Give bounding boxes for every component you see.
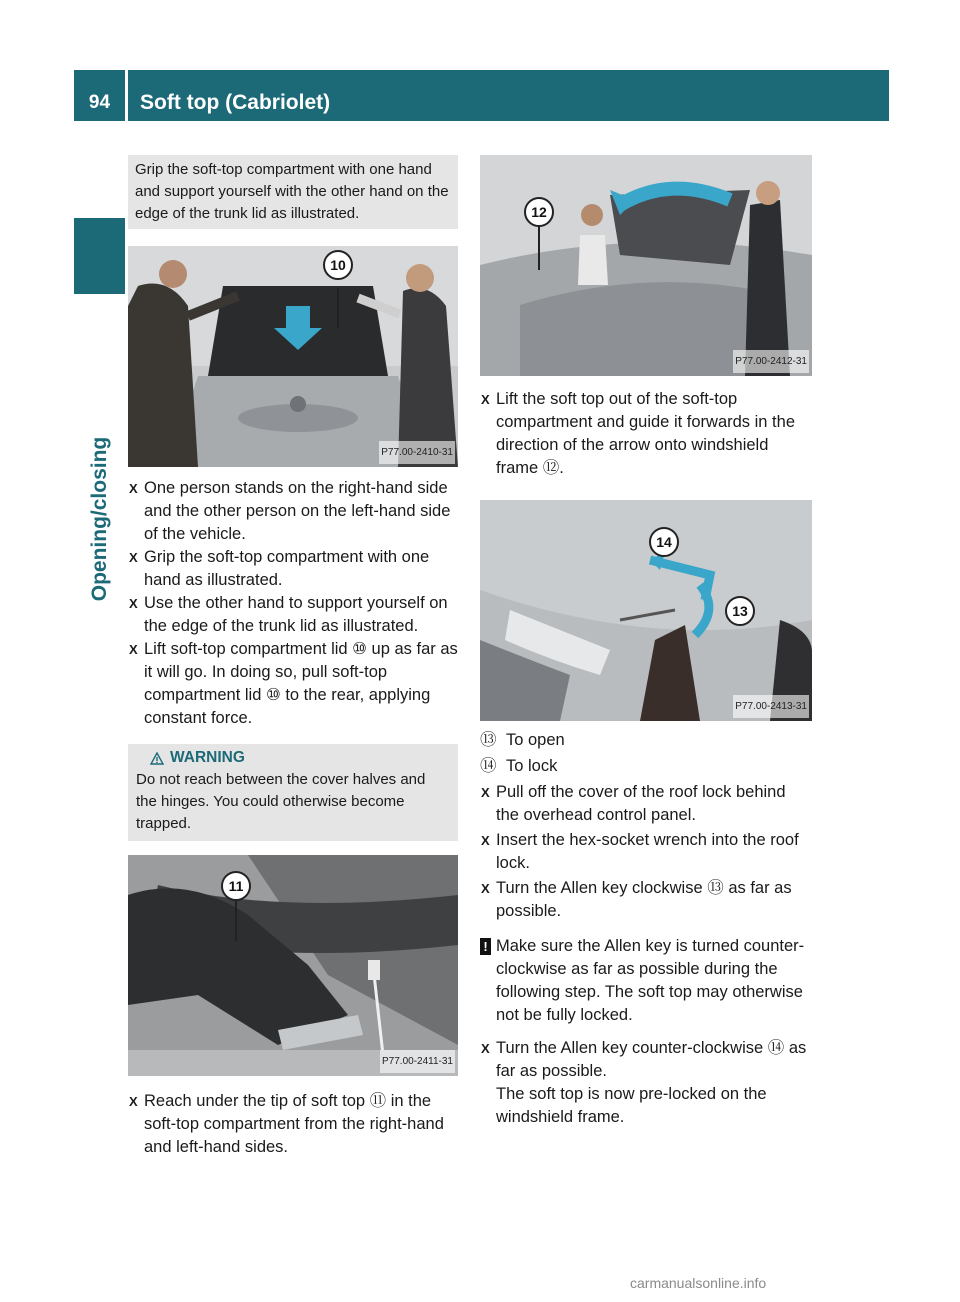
steps-list-4 (480, 781, 812, 923)
warning-title: WARNING (170, 749, 245, 766)
callout-11: 11 (221, 871, 251, 901)
step-item: X Use the other hand to support yourself on the edge of the trunk lid as illustrated. (129, 594, 448, 635)
callout-14: 14 (649, 527, 679, 557)
step-item: X Grip the soft-top compartment with one hand as illustrated. (129, 548, 430, 589)
watermark: carmanualsonline.info (630, 1275, 767, 1291)
step-arrow-icon: X (129, 550, 138, 565)
step-item: X One person stands on the right-hand side and the other person on the left-hand side of the vehicle. (129, 479, 451, 543)
legend-item: ⑬ To open (480, 731, 565, 749)
callout-line (337, 288, 339, 328)
steps-list-1 (128, 477, 458, 730)
right-column (480, 155, 812, 1129)
callout-line (235, 901, 237, 941)
step-arrow-icon: X (129, 481, 138, 496)
figure-code: P77.00-2411-31 (380, 1050, 455, 1073)
step-arrow-icon: X (129, 596, 138, 611)
step-arrow-icon: X (481, 833, 490, 848)
steps-list-2 (128, 1090, 458, 1159)
legend-item: ⑭ To lock (480, 757, 558, 775)
exclamation-icon: ! (480, 938, 491, 955)
step-arrow-icon: X (481, 785, 490, 800)
page-title: Soft top (Cabriolet) (140, 91, 331, 114)
soft-top-tip-illustration (128, 855, 458, 1076)
section-label: Opening/closing (88, 436, 111, 602)
callout-10: 10 (323, 250, 353, 280)
step-item: X Lift the soft top out of the soft-top compartment and guide it forwards in the direction of the arrow onto windshield frame ⑫. (481, 390, 795, 477)
step-item: X Insert the hex-socket wrench into the roof lock. (481, 831, 799, 872)
note-item (480, 935, 812, 1027)
callout-12: 12 (524, 197, 554, 227)
step-arrow-icon: X (481, 881, 490, 896)
step-arrow-icon: X (481, 1041, 490, 1056)
warning-triangle-icon (150, 752, 164, 765)
callout-13: 13 (725, 596, 755, 626)
warning-header (136, 747, 450, 769)
legend-list (480, 729, 812, 778)
step-arrow-icon: X (129, 642, 138, 657)
callout-line (538, 225, 540, 270)
intro-text: Grip the soft-top compartment with one hand and support yourself with the other hand on the edge of the trunk lid as illustrated. (135, 161, 449, 222)
lift-soft-top-illustration (480, 155, 812, 376)
intro-box (128, 155, 458, 229)
step-item: X Lift soft-top compartment lid ⑩ up as far as it will go. In doing so, pull soft-top compartment lid ⑩ to the rear, applying constant force. (129, 640, 458, 727)
warning-box (128, 744, 458, 841)
step-arrow-icon: X (129, 1094, 138, 1109)
steps-list-3 (480, 388, 812, 480)
figure-soft-top-tip (128, 855, 458, 1076)
figure-code: P77.00-2413-31 (733, 695, 809, 718)
warning-text: Do not reach between the cover halves and the hinges. You could otherwise become trapped. (136, 771, 426, 832)
steps-list-5 (480, 1037, 812, 1129)
figure-code: P77.00-2412-31 (733, 350, 809, 373)
step-arrow-icon: X (481, 392, 490, 407)
figure-trunk-lid (128, 246, 458, 467)
section-marker (74, 218, 125, 294)
left-column (128, 155, 458, 1159)
step-item: X Pull off the cover of the roof lock behind the overhead control panel. (481, 783, 786, 824)
note-text: Make sure the Allen key is turned counter-clockwise as far as possible during the following step. The soft top may otherwise not be fully locked. (496, 937, 805, 1024)
figure-lift-soft-top (480, 155, 812, 376)
trunk-lid-illustration (128, 246, 458, 467)
header-divider (125, 70, 128, 121)
step-item: X Reach under the tip of soft top ⑪ in the soft-top compartment from the right-hand and left-hand sides. (129, 1092, 444, 1156)
page-number: 94 (88, 92, 111, 113)
step-item: X Turn the Allen key counter-clockwise ⑭ as far as possible. The soft top is now pre-locked on the windshield frame. (481, 1039, 807, 1126)
roof-lock-illustration (480, 500, 812, 721)
figure-roof-lock (480, 500, 812, 721)
figure-code: P77.00-2410-31 (379, 441, 455, 464)
step-item: X Turn the Allen key clockwise ⑬ as far as possible. (481, 879, 792, 920)
